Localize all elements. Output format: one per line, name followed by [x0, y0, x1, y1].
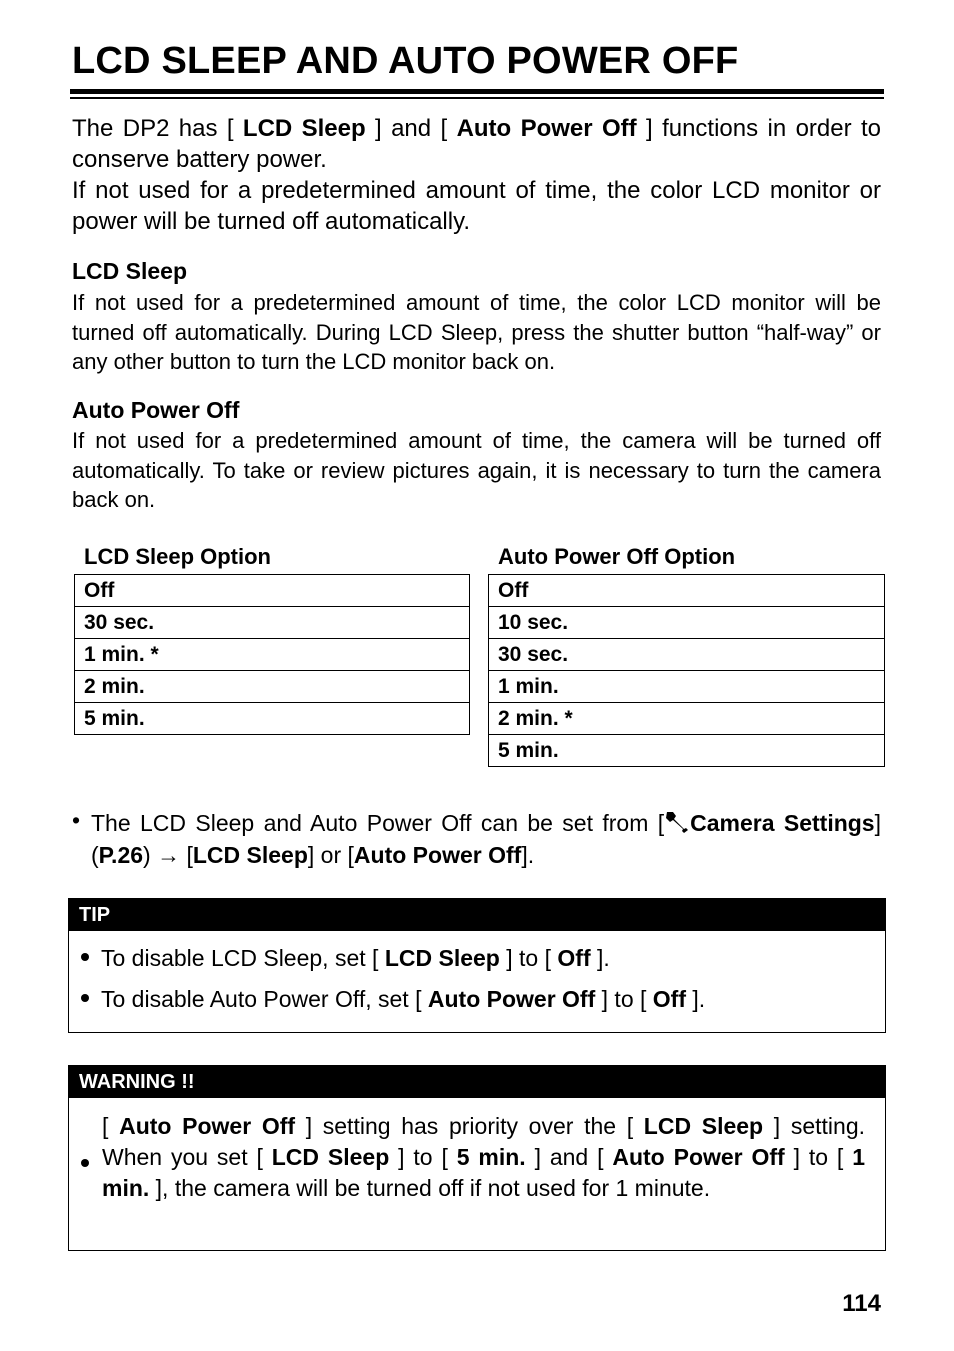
- table-cell: 5 min.: [75, 703, 470, 735]
- table-row: [489, 671, 885, 703]
- table-cell: 5 min.: [489, 735, 885, 767]
- wrench-icon: [664, 810, 690, 834]
- note-bullet: •: [72, 807, 81, 833]
- table-row: [489, 639, 885, 671]
- table-row: [489, 575, 885, 607]
- table-row: [489, 703, 885, 735]
- arrow-right-icon: →: [157, 842, 181, 868]
- table-row: [75, 639, 470, 671]
- table-row: [489, 735, 885, 767]
- table-row: [75, 703, 470, 735]
- page-title: LCD SLEEP AND AUTO POWER OFF: [72, 40, 739, 82]
- tip-box: [68, 898, 886, 1033]
- warning-heading: WARNING !!: [69, 1066, 885, 1098]
- bullet-icon: [81, 994, 89, 1002]
- auto-power-off-option-table: [488, 574, 885, 767]
- table-row: [489, 607, 885, 639]
- table-cell: 30 sec.: [489, 639, 885, 671]
- page-number: 114: [842, 1290, 881, 1317]
- title-rule-thick: [70, 89, 884, 94]
- tip-heading: TIP: [69, 899, 885, 931]
- bullet-icon: [81, 1159, 89, 1167]
- table-cell: Off: [489, 575, 885, 607]
- table-row: [75, 575, 470, 607]
- warning-text: [ Auto Power Off ] setting has priority over the [ LCD Sleep ] setting. When you set [ LCD Sleep ] to [ 5 min. ] and [ Auto Power Off ] to [ 1 min. ], the camera will be turned off if not used for 1 minute.: [102, 1113, 866, 1201]
- tip-line-1: To disable LCD Sleep, set [ LCD Sleep ] to [ Off ].: [81, 943, 610, 973]
- table-row: [75, 607, 470, 639]
- table-cell: 10 sec.: [489, 607, 885, 639]
- intro-paragraph-1: The DP2 has [ LCD Sleep ] and [ Auto Power Off ] functions in order to conserve battery power.: [72, 115, 881, 173]
- table-cell: 1 min.: [489, 671, 885, 703]
- bullet-icon: [81, 953, 89, 961]
- lcd-sleep-heading: LCD Sleep: [72, 258, 188, 284]
- tip-line-2: To disable Auto Power Off, set [ Auto Power Off ] to [ Off ].: [81, 984, 705, 1014]
- table-cell: 2 min.: [75, 671, 470, 703]
- lcd-sleep-text: If not used for a predetermined amount of time, the color LCD monitor will be turned off automatically. During LCD Sleep, press the shutter button “half-way” or any other button to turn the LCD monitor back on.: [72, 290, 881, 374]
- table-cell: 2 min. *: [489, 703, 885, 735]
- title-rule-thin: [70, 97, 884, 99]
- auto-power-off-heading: Auto Power Off: [72, 397, 240, 423]
- auto-power-off-option-title: Auto Power Off Option: [498, 544, 736, 569]
- warning-box: [68, 1065, 886, 1251]
- table-cell: 1 min. *: [75, 639, 470, 671]
- table-row: [75, 671, 470, 703]
- lcd-sleep-option-table: [74, 574, 470, 735]
- table-cell: Off: [75, 575, 470, 607]
- auto-power-off-text: If not used for a predetermined amount of time, the camera will be turned off automatically. To take or review pictures again, it is necessary to turn the camera back on.: [72, 428, 881, 512]
- settings-note: The LCD Sleep and Auto Power Off can be set from [ Camera Settings] (P.26) → [LCD Sleep] or [Auto Power Off].: [91, 810, 881, 868]
- lcd-sleep-option-title: LCD Sleep Option: [84, 544, 271, 569]
- intro-paragraph-2: If not used for a predetermined amount of time, the color LCD monitor or power will be turned off automatically.: [72, 177, 881, 235]
- table-cell: 30 sec.: [75, 607, 470, 639]
